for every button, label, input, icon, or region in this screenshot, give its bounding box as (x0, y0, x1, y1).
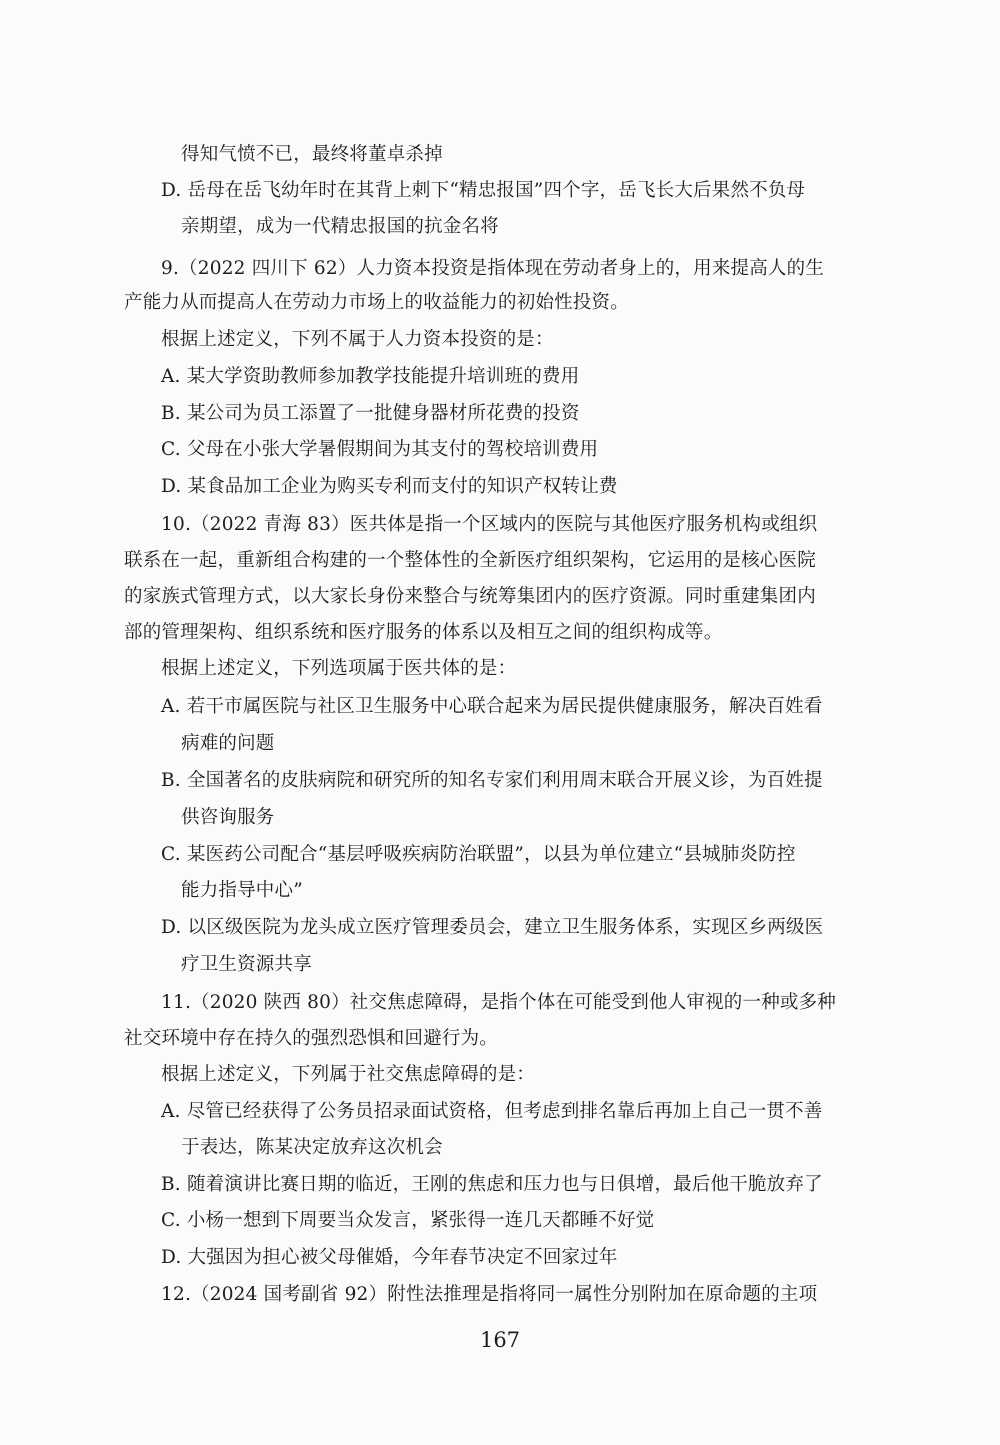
text-line: 根据上述定义，下列属于社交焦虑障碍的是： (161, 1064, 536, 1085)
option-line: D. 大强因为担心被父母催婚，今年春节决定不回家过年 (161, 1247, 618, 1268)
option-line: C. 父母在小张大学暑假期间为其支付的驾校培训费用 (161, 439, 599, 460)
text-line: 疗卫生资源共享 (181, 954, 312, 975)
question-line: 9.（2022 四川下 62）人力资本投资是指体现在劳动者身上的，用来提高人的生 (161, 258, 825, 279)
text-line: 根据上述定义，下列选项属于医共体的是： (161, 658, 517, 679)
text-line: 社交环境中存在持久的强烈恐惧和回避行为。 (124, 1028, 499, 1049)
text-line: 供咨询服务 (181, 807, 275, 828)
text-line: 根据上述定义，下列不属于人力资本投资的是： (161, 329, 554, 350)
text-line: 部的管理架构、组织系统和医疗服务的体系以及相互之间的组织构成等。 (124, 622, 723, 643)
option-line: B. 随着演讲比赛日期的临近，王刚的焦虑和压力也与日俱增，最后他干脆放弃了 (161, 1174, 823, 1195)
option-line: A. 尽管已经获得了公务员招录面试资格，但考虑到排名靠后再加上自己一贯不善 (161, 1101, 823, 1122)
question-line: 12.（2024 国考副省 92）附性法推理是指将同一属性分别附加在原命题的主项 (161, 1284, 818, 1305)
option-line: D. 某食品加工企业为购买专利而支付的知识产权转让费 (161, 476, 618, 497)
text-line: 亲期望，成为一代精忠报国的抗金名将 (181, 216, 499, 237)
text-line: 联系在一起，重新组合构建的一个整体性的全新医疗组织架构，它运用的是核心医院 (124, 550, 816, 571)
text-line: 能力指导中心” (181, 880, 303, 901)
option-line: A. 某大学资助教师参加教学技能提升培训班的费用 (161, 366, 580, 387)
option-line: C. 某医药公司配合“基层呼吸疾病防治联盟”，以县为单位建立“县城肺炎防控 (161, 844, 796, 865)
option-line: C. 小杨一想到下周要当众发言，紧张得一连几天都睡不好觉 (161, 1210, 655, 1231)
text-line: 产能力从而提高人在劳动力市场上的收益能力的初始性投资。 (124, 292, 629, 313)
option-line: B. 全国著名的皮肤病院和研究所的知名专家们利用周末联合开展义诊，为百姓提 (161, 770, 823, 791)
option-line: D. 岳母在岳飞幼年时在其背上刺下“精忠报国”四个字，岳飞长大后果然不负母 (161, 180, 806, 201)
question-line: 11.（2020 陕西 80）社交焦虑障碍，是指个体在可能受到他人审视的一种或多种 (161, 992, 837, 1013)
text-line: 病难的问题 (181, 733, 275, 754)
option-line: A. 若干市属医院与社区卫生服务中心联合起来为居民提供健康服务，解决百姓看 (161, 696, 823, 717)
text-line: 的家族式管理方式，以大家长身份来整合与统筹集团内的医疗资源。同时重建集团内 (124, 586, 816, 607)
text-line: 得知气愤不已，最终将董卓杀掉 (181, 144, 443, 165)
question-line: 10.（2022 青海 83）医共体是指一个区域内的医院与其他医疗服务机构或组织 (161, 514, 818, 535)
text-line: 于表达，陈某决定放弃这次机会 (181, 1137, 443, 1158)
option-line: D. 以区级医院为龙头成立医疗管理委员会，建立卫生服务体系，实现区乡两级医 (161, 917, 824, 938)
option-line: B. 某公司为员工添置了一批健身器材所花费的投资 (161, 403, 580, 424)
page-number: 167 (479, 1328, 521, 1352)
